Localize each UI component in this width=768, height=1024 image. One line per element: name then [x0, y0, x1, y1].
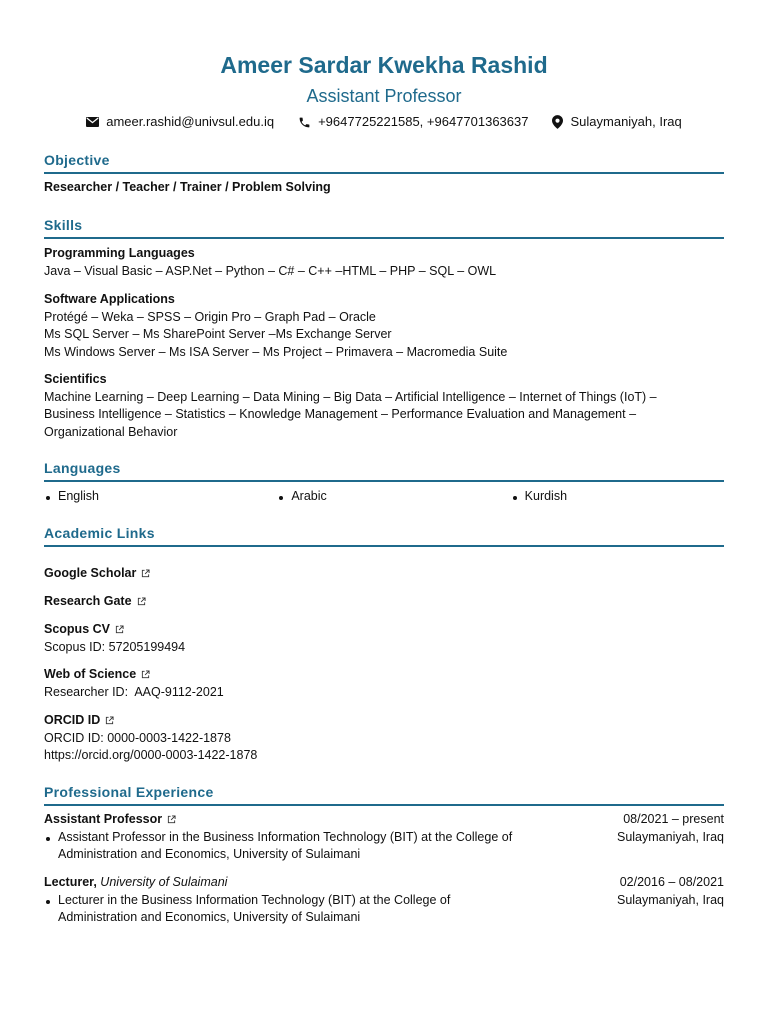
language-label: English: [58, 489, 99, 503]
list-item: [277, 488, 510, 506]
job-description-line: Administration and Economics, University of Sulaimani: [58, 847, 361, 861]
web-of-science-link[interactable]: [44, 666, 724, 684]
orcid-link[interactable]: [44, 712, 724, 730]
job-location: Sulaymaniyah, Iraq: [616, 892, 724, 907]
research-gate-link[interactable]: [44, 593, 724, 611]
bullet-icon: [46, 900, 50, 904]
languages-list: [44, 488, 744, 506]
entry-body: [44, 829, 724, 864]
list-item: [44, 488, 277, 506]
skill-line: Protégé – Weka – SPSS – Origin Pro – Graph Pad – Oracle: [44, 309, 376, 324]
job-title: Lecturer,: [44, 875, 97, 889]
bullet-icon: [279, 496, 283, 500]
contact-location: [552, 113, 681, 131]
job-heading: [44, 874, 227, 892]
link-label[interactable]: Scopus CV: [44, 622, 110, 636]
skill-line: Business Intelligence – Statistics – Knowledge Management – Performance Evaluation and Management –: [44, 407, 637, 421]
link-orcid: [44, 712, 724, 765]
envelope-icon: [86, 117, 99, 127]
scopus-id: Scopus ID: 57205199494: [44, 639, 186, 654]
list-item: [511, 488, 744, 506]
phone-icon: [298, 116, 311, 129]
contact-email[interactable]: [86, 113, 274, 131]
phone-text: +9647725221585, +9647701363637: [318, 114, 529, 129]
list-item: [44, 829, 564, 864]
entry-body: [44, 892, 724, 927]
skill-line: Organizational Behavior: [44, 424, 178, 439]
language-label: Kurdish: [524, 489, 568, 503]
section-title-academic-links: Academic Links: [44, 524, 724, 547]
job-description-line: Lecturer in the Business Information Technology (BIT) at the College of: [58, 892, 451, 907]
person-name: Ameer Sardar Kwekha Rashid: [220, 52, 548, 78]
link-google-scholar[interactable]: [44, 565, 724, 583]
job-description-line: Administration and Economics, University of Sulaimani: [58, 910, 361, 924]
skill-line: Machine Learning – Deep Learning – Data Mining – Big Data – Artificial Intelligence – Internet of Things (IoT) –: [44, 389, 657, 404]
skills-programming: [44, 245, 724, 280]
experience-entry: [44, 874, 724, 927]
location-text: Sulaymaniyah, Iraq: [570, 114, 682, 129]
link-label[interactable]: Google Scholar: [44, 566, 137, 580]
job-title-link[interactable]: [44, 811, 176, 829]
job-title[interactable]: Assistant Professor: [44, 812, 163, 826]
link-research-gate[interactable]: [44, 593, 724, 611]
job-dates: 02/2016 – 08/2021: [619, 875, 724, 889]
external-link-icon[interactable]: [141, 670, 150, 679]
job-description-line: Assistant Professor in the Business Information Technology (BIT) at the College of: [58, 829, 513, 844]
link-label[interactable]: Web of Science: [44, 667, 137, 681]
external-link-icon[interactable]: [137, 597, 146, 606]
external-link-icon[interactable]: [115, 625, 124, 634]
orcid-url[interactable]: https://orcid.org/0000-0003-1422-1878: [44, 748, 258, 762]
skill-group-title: Software Applications: [44, 292, 175, 306]
experience-entry: [44, 811, 724, 864]
link-label[interactable]: Research Gate: [44, 594, 132, 608]
orcid-id: ORCID ID: 0000-0003-1422-1878: [44, 730, 231, 745]
section-title-objective: Objective: [44, 151, 724, 174]
job-location: Sulaymaniyah, Iraq: [616, 829, 724, 844]
skills-software: [44, 291, 724, 361]
skill-group-title: Scientifics: [44, 372, 107, 386]
entry-header: [44, 811, 724, 829]
skill-group-title: Programming Languages: [44, 246, 195, 260]
link-label[interactable]: ORCID ID: [44, 713, 101, 727]
researcher-id: Researcher ID: AAQ-9112-2021: [44, 684, 224, 699]
section-title-experience: Professional Experience: [44, 783, 724, 806]
skill-group-text: Java – Visual Basic – ASP.Net – Python – C# – C++ –HTML – PHP – SQL – OWL: [44, 263, 497, 278]
skill-line: Ms SQL Server – Ms SharePoint Server –Ms Exchange Server: [44, 327, 392, 341]
external-link-icon[interactable]: [141, 569, 150, 578]
entry-header: [44, 874, 724, 892]
section-title-languages: Languages: [44, 459, 724, 482]
section-title-skills: Skills: [44, 216, 724, 239]
bullet-icon: [46, 837, 50, 841]
google-scholar-link[interactable]: [44, 565, 724, 583]
skill-line: Ms Windows Server – Ms ISA Server – Ms Project – Primavera – Macromedia Suite: [44, 344, 508, 359]
contact-bar: [0, 113, 768, 131]
list-item: [44, 892, 564, 927]
scopus-link[interactable]: [44, 621, 724, 639]
bullet-icon: [513, 496, 517, 500]
external-link-icon[interactable]: [105, 716, 114, 725]
person-title: Assistant Professor: [306, 86, 462, 106]
bullet-icon: [46, 496, 50, 500]
job-organization: University of Sulaimani: [100, 875, 228, 889]
job-dates: 08/2021 – present: [623, 812, 724, 826]
link-web-of-science: [44, 666, 724, 701]
objective-text: Researcher / Teacher / Trainer / Problem Solving: [44, 180, 331, 194]
contact-phone[interactable]: [298, 113, 528, 131]
map-pin-icon: [552, 115, 563, 129]
external-link-icon[interactable]: [167, 815, 176, 824]
link-scopus: [44, 621, 724, 656]
skills-scientifics: [44, 371, 724, 441]
email-text[interactable]: ameer.rashid@univsul.edu.iq: [106, 114, 275, 129]
language-label: Arabic: [291, 489, 327, 503]
